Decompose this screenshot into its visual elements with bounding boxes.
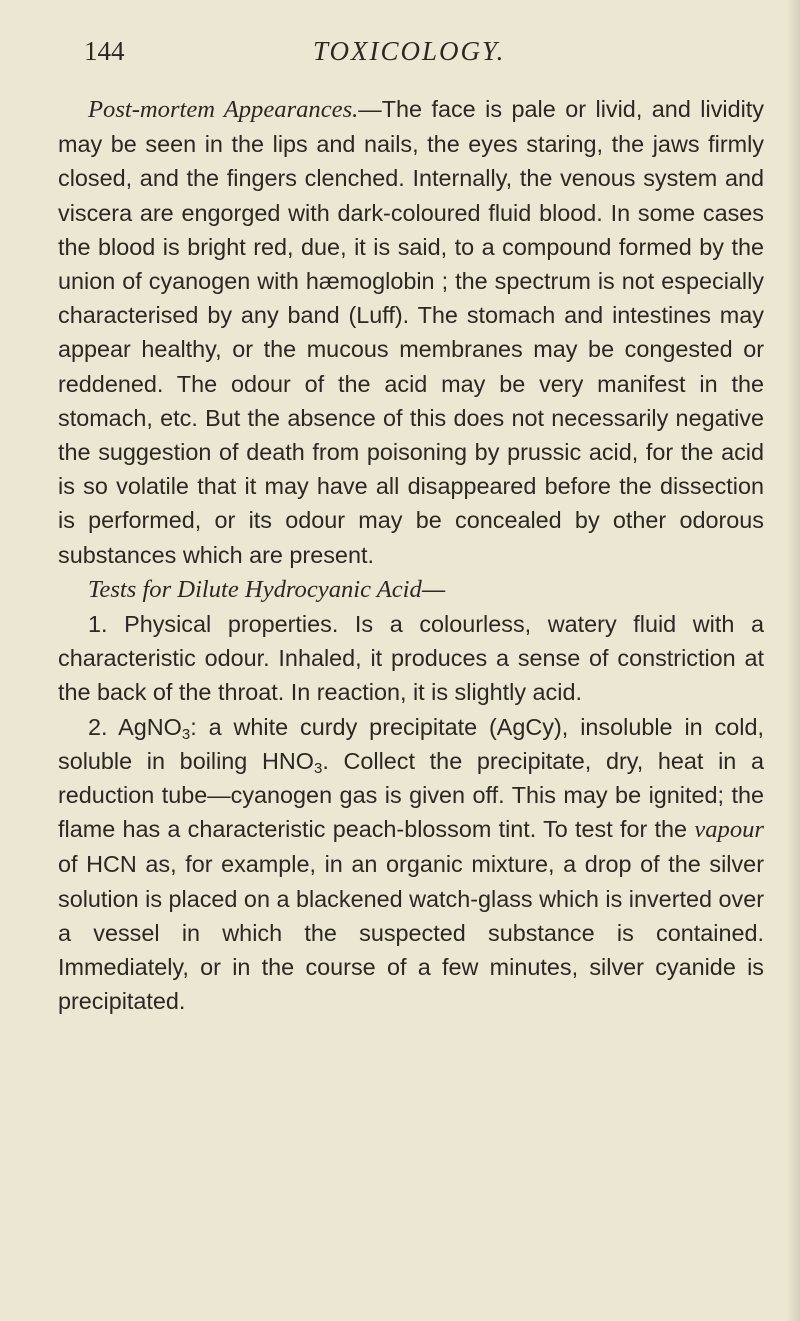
body-text xyxy=(58,92,764,1018)
paragraph-text: 1. Physical properties. Is a colourless, watery fluid with a characteristic odour. Inhaled, it produces a sense of constriction at the back of the throat. In reaction, it is slightly acid. xyxy=(58,611,764,706)
paragraph-text: . Collect the precipitate, dry, heat in a reduction tube—cyanogen gas is given off. This may be ignited; the flame has a characteristic peach-blossom tint. To test for the xyxy=(58,747,765,843)
paragraph-text: of HCN as, for example, in an organic mixture, a drop of the silver solution is placed on a blackened watch-glass which is inverted over a vessel in which the suspected substance is contained. Immediately, or in the course of a few minutes, silver cyanide is precipitated. xyxy=(58,851,765,1015)
section-heading-tests: Tests for Dilute Hydrocyanic Acid xyxy=(88,575,422,603)
paragraph-text: : a white curdy precipitate (AgCy), insoluble in cold, soluble in boiling xyxy=(58,713,764,774)
paragraph-test-2 xyxy=(58,710,764,1019)
page-number: 144 xyxy=(84,36,125,66)
paragraph-text: —The face is pale or livid, and lividity may be seen in the lips and nails, the eyes staring, the jaws firmly closed, and the fingers clenched. Internally, the venous system and viscera are engorged with dark-coloured fluid blood. In some cases the blood is bright red, due, it is said, to a compound formed by the union of cyanogen with hæmoglobin ; the spectrum is not especially characterised by any band (Luff). The stomach and intestines may appear healthy, or the mucous membranes may be congested or reddened. The odour of the acid may be very manifest in the stomach, etc. But the absence of this does not necessarily negative the suggestion of death from poisoning by prussic acid, for the acid is so volatile that it may have all disappeared before the dissection is performed, or its odour may be concealed by other odorous substances which are present. xyxy=(58,96,764,568)
emphasis-vapour: vapour xyxy=(694,816,764,844)
paragraph-test-1 xyxy=(58,607,764,710)
formula-silver-nitrate: AgNO xyxy=(118,713,182,740)
paragraph-tests-heading xyxy=(58,572,764,607)
formula-subscript: 3 xyxy=(313,759,323,777)
section-heading-post-mortem: Post-mortem Appearances. xyxy=(88,96,359,123)
heading-dash: — xyxy=(421,575,446,602)
page-header xyxy=(0,36,800,70)
running-title: TOXICOLOGY. xyxy=(313,36,506,66)
formula-nitric-acid: HNO xyxy=(262,747,314,774)
formula-subscript: 3 xyxy=(181,725,191,743)
paragraph-post-mortem xyxy=(58,92,764,572)
item-number: 2. xyxy=(88,713,119,740)
page-gutter-shadow xyxy=(786,0,800,1321)
